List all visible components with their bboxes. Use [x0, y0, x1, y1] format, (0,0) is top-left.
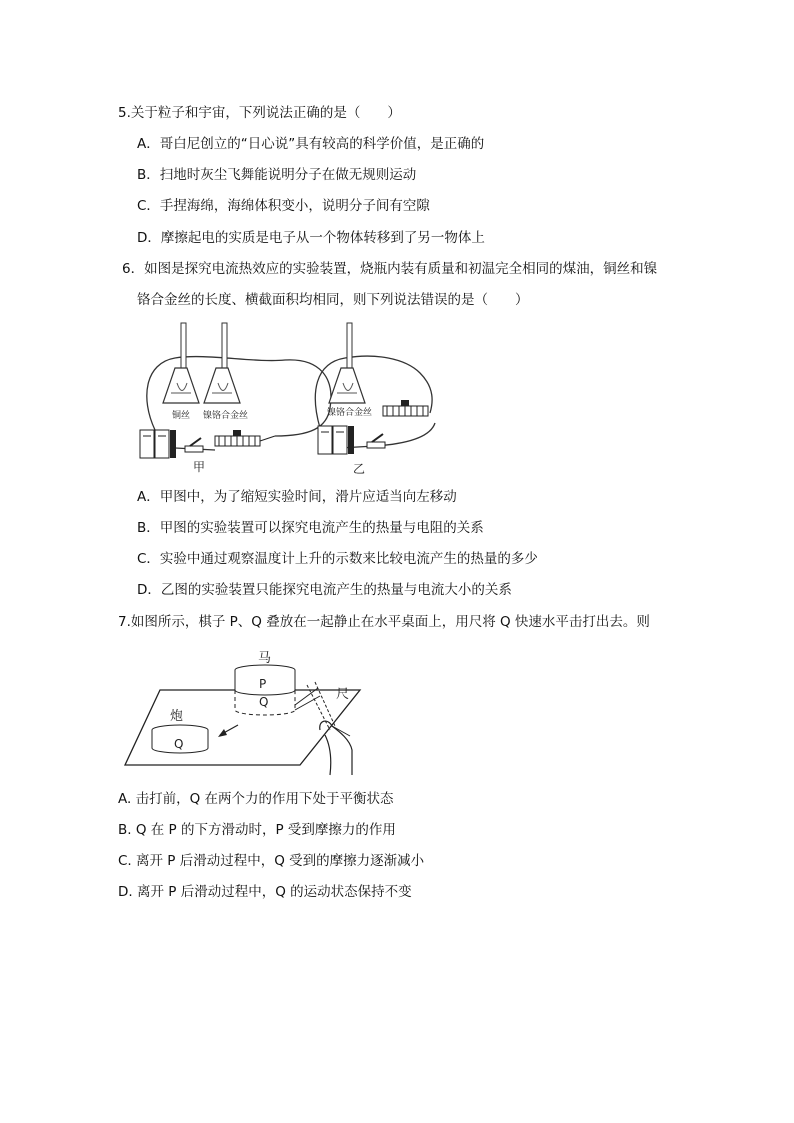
q5-option-c: C．手捏海绵，海绵体积变小，说明分子间有空隙 [137, 198, 430, 214]
flask-nichrome-right-icon [329, 323, 365, 403]
battery-right-icon [318, 426, 354, 454]
question-7-stem: 7.如图所示，棋子 P、Q 叠放在一起静止在水平桌面上，用尺将 Q 快速水平击打出去。则 [118, 614, 650, 630]
label-nichrome-right: 镍铬合金丝 [327, 408, 373, 418]
label-p: P [259, 677, 267, 691]
q6-option-a: A．甲图中，为了缩短实验时间，滑片应适当向左移动 [137, 489, 457, 505]
label-q-bottom: Q [174, 737, 184, 751]
q7-chess-figure [120, 640, 370, 780]
label-q-top: Q [259, 695, 269, 709]
label-ruler: 尺 [336, 687, 350, 702]
flask-nichrome-left-icon [204, 323, 240, 403]
question-5-stem: 5.关于粒子和宇宙，下列说法正确的是（ ） [118, 105, 401, 121]
label-ma: 马 [258, 651, 272, 666]
q5-option-b: B．扫地时灰尘飞舞能说明分子在做无规则运动 [137, 167, 417, 183]
q7-option-a: A. 击打前，Q 在两个力的作用下处于平衡状态 [118, 791, 394, 807]
switch-left-icon [185, 438, 203, 452]
q7-option-b: B. Q 在 P 的下方滑动时，P 受到摩擦力的作用 [118, 822, 396, 838]
q7-option-c: C. 离开 P 后滑动过程中，Q 受到的摩擦力逐渐减小 [118, 853, 425, 869]
label-nichrome-left: 镍铬合金丝 [203, 411, 249, 421]
flask-copper-icon [163, 323, 199, 403]
rheostat-left-icon [215, 430, 275, 446]
q5-option-a: A．哥白尼创立的“日心说”具有较高的科学价值，是正确的 [137, 136, 485, 152]
question-6-stem-line2: 铬合金丝的长度、横截面积均相同，则下列说法错误的是（ ） [137, 292, 529, 308]
q6-circuit-figure [135, 318, 450, 478]
q6-option-d: D．乙图的实验装置只能探究电流产生的热量与电流大小的关系 [137, 582, 512, 598]
caption-jia: 甲 [193, 460, 206, 474]
switch-right-icon [367, 434, 385, 448]
label-pao: 炮 [170, 709, 184, 724]
q7-option-d: D. 离开 P 后滑动过程中，Q 的运动状态保持不变 [118, 884, 412, 900]
rheostat-right-icon [383, 400, 428, 416]
q5-option-d: D．摩擦起电的实质是电子从一个物体转移到了另一物体上 [137, 230, 485, 246]
label-copper: 铜丝 [172, 411, 191, 421]
question-6-stem-line1: 6．如图是探究电流热效应的实验装置，烧瓶内装有质量和初温完全相同的煤油，铜丝和镍 [122, 261, 658, 277]
q6-option-b: B．甲图的实验装置可以探究电流产生的热量与电阻的关系 [137, 520, 484, 536]
battery-left-icon [140, 430, 176, 458]
q6-option-c: C．实验中通过观察温度计上升的示数来比较电流产生的热量的多少 [137, 551, 538, 567]
caption-yi: 乙 [353, 462, 366, 476]
